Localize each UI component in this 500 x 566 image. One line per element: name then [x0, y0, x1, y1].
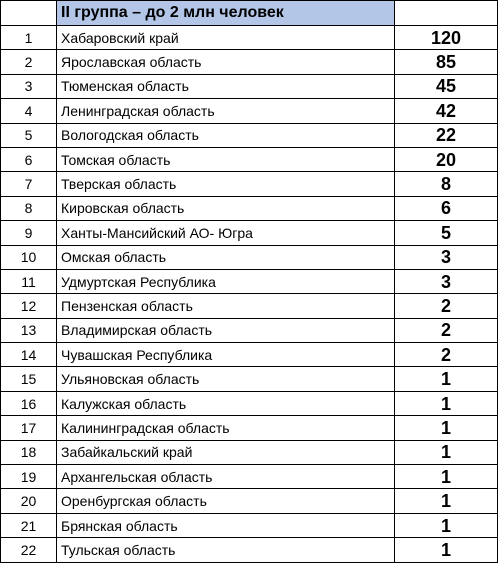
- table-body: [1, 1, 498, 563]
- value-cell[interactable]: 1: [395, 465, 498, 489]
- header-value-blank-cell[interactable]: [395, 1, 498, 26]
- row-number-cell[interactable]: 3: [1, 74, 57, 98]
- row-number-cell[interactable]: 12: [1, 294, 57, 318]
- region-name-cell[interactable]: Удмуртская Республика: [57, 269, 395, 293]
- value-cell[interactable]: 1: [395, 416, 498, 440]
- region-name-cell[interactable]: Архангельская область: [57, 465, 395, 489]
- region-name-cell[interactable]: Тульская область: [57, 538, 395, 562]
- row-number-cell[interactable]: 17: [1, 416, 57, 440]
- table-row: [1, 538, 498, 562]
- header-blank-cell[interactable]: [1, 1, 57, 26]
- row-number-cell[interactable]: 9: [1, 221, 57, 245]
- table-row: [1, 74, 498, 98]
- row-number-cell[interactable]: 18: [1, 440, 57, 464]
- table-row: [1, 465, 498, 489]
- region-name-cell[interactable]: Забайкальский край: [57, 440, 395, 464]
- value-cell[interactable]: 45: [395, 74, 498, 98]
- row-number-cell[interactable]: 7: [1, 172, 57, 196]
- value-cell[interactable]: 6: [395, 196, 498, 220]
- region-name-cell[interactable]: Ханты-Мансийский АО- Югра: [57, 221, 395, 245]
- table-row: [1, 172, 498, 196]
- value-cell[interactable]: 1: [395, 538, 498, 562]
- value-cell[interactable]: 2: [395, 294, 498, 318]
- table-row: [1, 318, 498, 342]
- row-number-cell[interactable]: 10: [1, 245, 57, 269]
- value-cell[interactable]: 1: [395, 367, 498, 391]
- value-cell[interactable]: 2: [395, 343, 498, 367]
- row-number-cell[interactable]: 21: [1, 513, 57, 537]
- region-name-cell[interactable]: Владимирская область: [57, 318, 395, 342]
- row-number-cell[interactable]: 5: [1, 123, 57, 147]
- row-number-cell[interactable]: 22: [1, 538, 57, 562]
- row-number-cell[interactable]: 6: [1, 147, 57, 171]
- table-row: [1, 123, 498, 147]
- row-number-cell[interactable]: 13: [1, 318, 57, 342]
- region-name-cell[interactable]: Вологодская область: [57, 123, 395, 147]
- table-row: [1, 221, 498, 245]
- table-row: [1, 269, 498, 293]
- region-name-cell[interactable]: Ульяновская область: [57, 367, 395, 391]
- value-cell[interactable]: 85: [395, 50, 498, 74]
- row-number-cell[interactable]: 19: [1, 465, 57, 489]
- region-name-cell[interactable]: Хабаровский край: [57, 26, 395, 50]
- region-name-cell[interactable]: Тюменская область: [57, 74, 395, 98]
- row-number-cell[interactable]: 2: [1, 50, 57, 74]
- table-row: [1, 343, 498, 367]
- table-row: [1, 513, 498, 537]
- region-name-cell[interactable]: Калужская область: [57, 391, 395, 415]
- value-cell[interactable]: 42: [395, 99, 498, 123]
- region-name-cell[interactable]: Пензенская область: [57, 294, 395, 318]
- value-cell[interactable]: 1: [395, 391, 498, 415]
- row-number-cell[interactable]: 11: [1, 269, 57, 293]
- region-name-cell[interactable]: Омская область: [57, 245, 395, 269]
- row-number-cell[interactable]: 16: [1, 391, 57, 415]
- row-number-cell[interactable]: 4: [1, 99, 57, 123]
- region-name-cell[interactable]: Томская область: [57, 147, 395, 171]
- table-row: [1, 367, 498, 391]
- region-name-cell[interactable]: Ленинградская область: [57, 99, 395, 123]
- value-cell[interactable]: 1: [395, 440, 498, 464]
- value-cell[interactable]: 2: [395, 318, 498, 342]
- table-row: [1, 50, 498, 74]
- table-row: [1, 26, 498, 50]
- region-name-cell[interactable]: Ярославская область: [57, 50, 395, 74]
- value-cell[interactable]: 1: [395, 489, 498, 513]
- row-number-cell[interactable]: 20: [1, 489, 57, 513]
- table-row: [1, 99, 498, 123]
- row-number-cell[interactable]: 15: [1, 367, 57, 391]
- table-row: [1, 489, 498, 513]
- table-row: [1, 440, 498, 464]
- row-number-cell[interactable]: 1: [1, 26, 57, 50]
- value-cell[interactable]: 22: [395, 123, 498, 147]
- table-row: [1, 196, 498, 220]
- value-cell[interactable]: 3: [395, 269, 498, 293]
- value-cell[interactable]: 1: [395, 513, 498, 537]
- row-number-cell[interactable]: 14: [1, 343, 57, 367]
- table-row: [1, 391, 498, 415]
- region-name-cell[interactable]: Тверская область: [57, 172, 395, 196]
- table-row: [1, 245, 498, 269]
- region-name-cell[interactable]: Кировская область: [57, 196, 395, 220]
- region-name-cell[interactable]: Чувашская Республика: [57, 343, 395, 367]
- table-row: [1, 147, 498, 171]
- region-name-cell[interactable]: Калининградская область: [57, 416, 395, 440]
- table-row: [1, 294, 498, 318]
- table-row: [1, 416, 498, 440]
- group-title[interactable]: II группа – до 2 млн человек: [57, 1, 395, 26]
- region-name-cell[interactable]: Оренбургская область: [57, 489, 395, 513]
- region-name-cell[interactable]: Брянская область: [57, 513, 395, 537]
- value-cell[interactable]: 5: [395, 221, 498, 245]
- value-cell[interactable]: 20: [395, 147, 498, 171]
- value-cell[interactable]: 120: [395, 26, 498, 50]
- row-number-cell[interactable]: 8: [1, 196, 57, 220]
- value-cell[interactable]: 8: [395, 172, 498, 196]
- table-header-row: [1, 1, 498, 26]
- value-cell[interactable]: 3: [395, 245, 498, 269]
